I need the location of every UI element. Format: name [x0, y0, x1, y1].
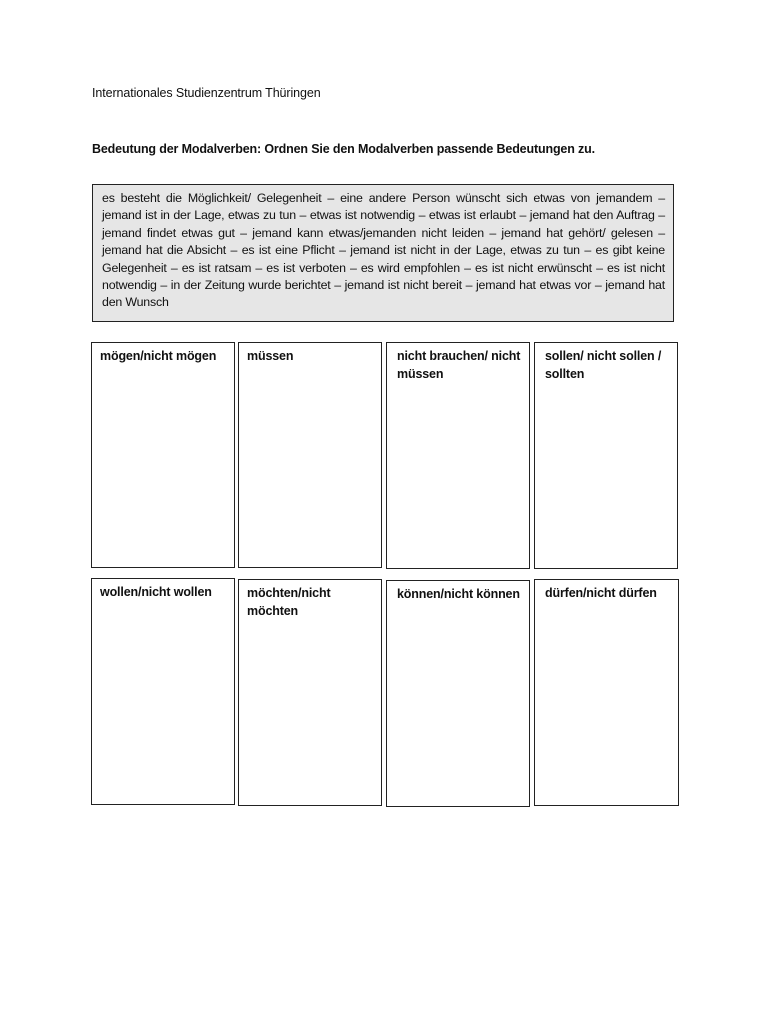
- answer-box-nicht-brauchen[interactable]: [386, 342, 530, 569]
- answer-box-label: wollen/nicht wollen: [100, 585, 212, 599]
- answer-box-label: mögen/nicht mögen: [100, 349, 217, 363]
- answer-box-moegen[interactable]: [91, 342, 235, 568]
- task-instruction: Bedeutung der Modalverben: Ordnen Sie den Modalverben passende Bedeutungen zu.: [92, 142, 595, 156]
- answer-box-moechten[interactable]: [238, 579, 382, 806]
- meaning-word-list: es besteht die Möglichkeit/ Gelegenheit – eine andere Person wünscht sich etwas von jemandem – jemand ist in der Lage, etwas zu tun – etwas ist notwendig – etwas ist erlaubt – jemand hat den Auftrag – jemand findet etwas gut – jemand kann etwas/jemanden nicht leiden – jemand hat gehört/ gelesen – jemand hat die Absicht – es ist eine Pflicht – jemand ist nicht in der Lage, etwas zu tun – es gibt keine Gelegenheit – es ist ratsam – es ist verboten – es wird empfohlen – es ist nicht erwünscht – es ist nicht notwendig – in der Zeitung wurde berichtet – jemand ist nicht bereit – jemand hat etwas vor – jemand hat den Wunsch: [102, 191, 665, 310]
- answer-box-label: müssen: [247, 349, 294, 363]
- answer-box-label: möchten/nicht möchten: [247, 586, 331, 618]
- answer-box-muessen[interactable]: [238, 342, 382, 568]
- meaning-word-box: [92, 184, 674, 322]
- answer-box-label: können/nicht können: [397, 587, 520, 601]
- answer-box-koennen[interactable]: [386, 580, 530, 807]
- answer-box-label: dürfen/nicht dürfen: [545, 586, 657, 600]
- answer-box-duerfen[interactable]: [534, 579, 679, 806]
- institution-header: Internationales Studienzentrum Thüringen: [92, 86, 321, 100]
- answer-box-label: sollen/ nicht sollen / sollten: [545, 349, 662, 381]
- answer-box-sollen[interactable]: [534, 342, 678, 569]
- answer-box-wollen[interactable]: [91, 578, 235, 805]
- answer-box-label: nicht brauchen/ nicht müssen: [397, 349, 521, 381]
